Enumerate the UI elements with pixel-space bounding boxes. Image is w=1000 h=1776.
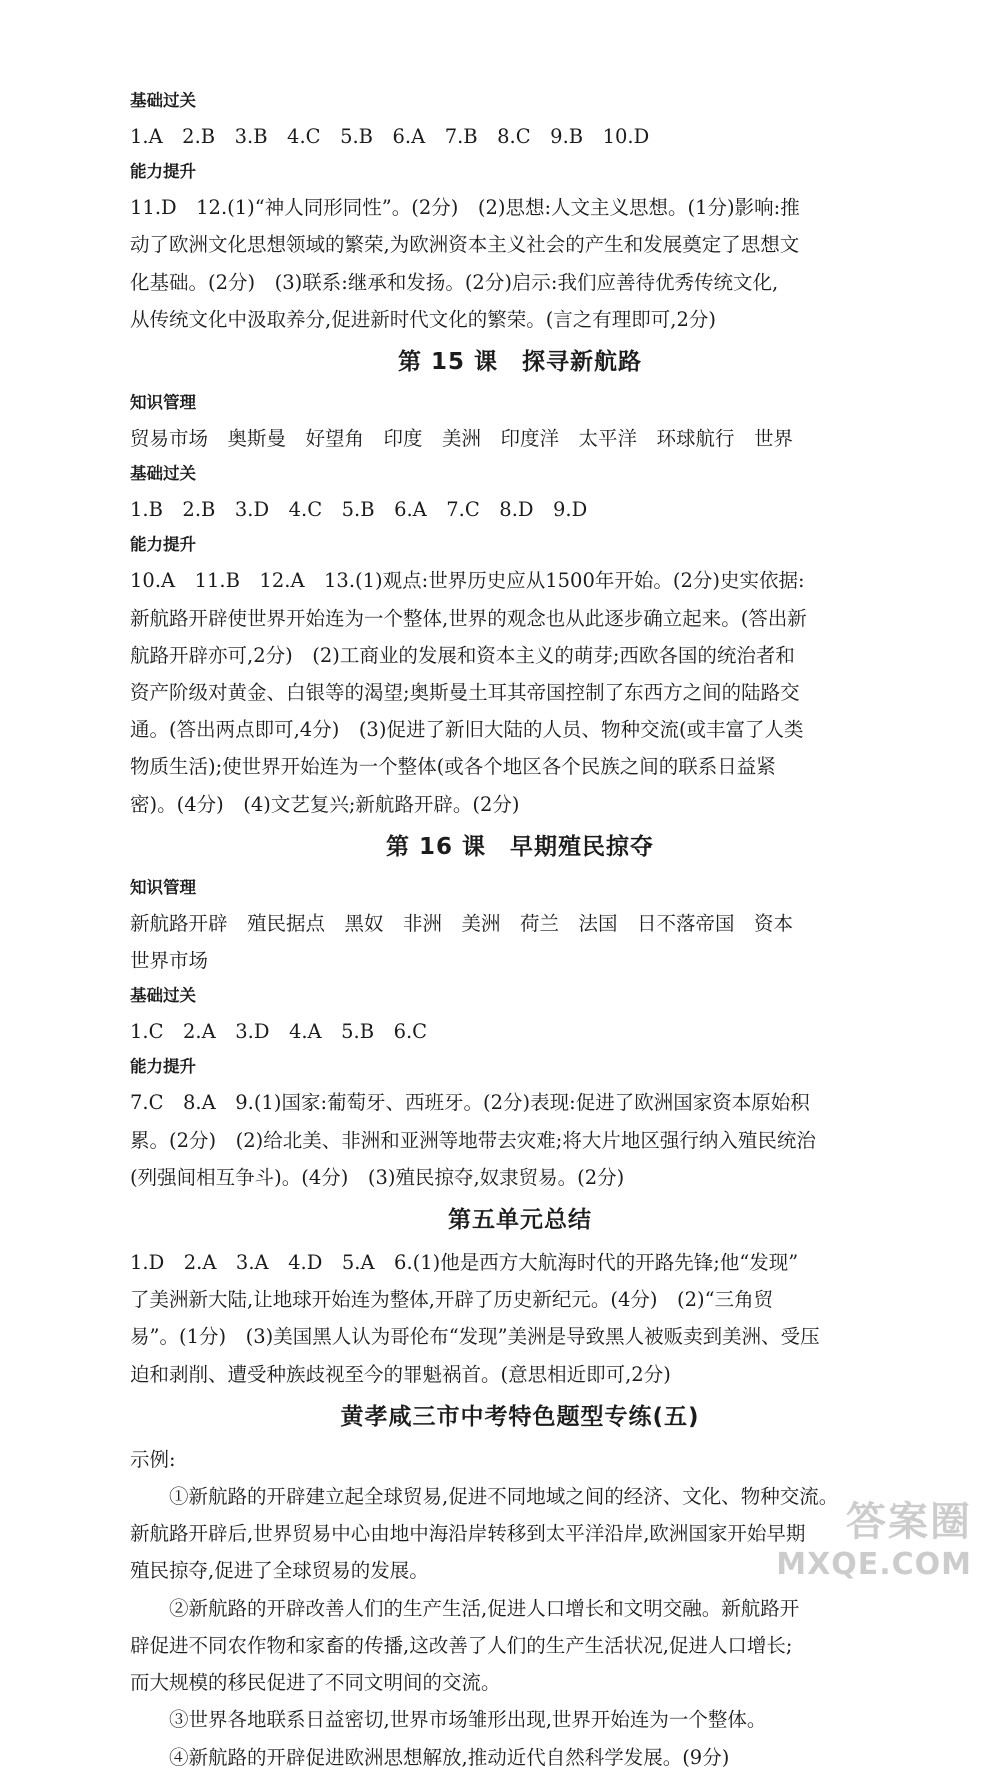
answer-line: 物质生活);使世界开始连为一个整体(或各个地区各个民族之间的联系日益紧 xyxy=(130,755,776,779)
section-header: 能力提升 xyxy=(130,1057,196,1077)
answer-line: 1.D 2.A 3.A 4.D 5.A 6.(1)他是西方大航海时代的开路先锋;他“发现” xyxy=(130,1251,799,1275)
answer-line: ④新航路的开辟促进欧洲思想解放,推动近代自然科学发展。(9分) xyxy=(169,1745,730,1769)
answer-line: 殖民掠夺,促进了全球贸易的发展。 xyxy=(130,1559,429,1583)
answer-line: 11.D 12.(1)“神人同形同性”。(2分) (2)思想:人文主义思想。(1分)影响:推 xyxy=(130,196,800,220)
answer-line: ①新航路的开辟建立起全球贸易,促进不同地域之间的经济、文化、物种交流。 xyxy=(169,1485,839,1509)
section-header: 能力提升 xyxy=(130,535,196,555)
answer-line: 贸易市场 奥斯曼 好望角 印度 美洲 印度洋 太平洋 环球航行 世界 xyxy=(130,427,794,451)
answer-line: 动了欧洲文化思想领域的繁荣,为欧洲资本主义社会的产生和发展奠定了思想文 xyxy=(130,233,800,257)
section-header: 能力提升 xyxy=(130,162,196,182)
answer-line: 7.C 8.A 9.(1)国家:葡萄牙、西班牙。(2分)表现:促进了欧洲国家资本原始积 xyxy=(130,1091,810,1115)
answer-line: ③世界各地联系日益密切,世界市场雏形出现,世界开始连为一个整体。 xyxy=(169,1708,767,1732)
example-label: 示例: xyxy=(130,1447,176,1471)
answer-line: 新航路开辟后,世界贸易中心由地中海沿岸转移到太平洋沿岸,欧洲国家开始早期 xyxy=(130,1522,806,1546)
section-header: 基础过关 xyxy=(130,91,196,110)
answer-line: 1.A 2.B 3.B 4.C 5.B 6.A 7.B 8.C 9.B 10.D xyxy=(130,125,650,148)
answer-line: 1.B 2.B 3.D 4.C 5.B 6.A 7.C 8.D 9.D xyxy=(130,498,588,522)
section-header: 知识管理 xyxy=(130,877,196,897)
answer-line: 而大规模的移民促进了不同文明间的交流。 xyxy=(130,1671,501,1695)
special-title: 黄孝咸三市中考特色题型专练(五) xyxy=(340,1403,700,1430)
answer-line: 通。(答出两点即可,4分) (3)促进了新旧大陆的人员、物种交流(或丰富了人类 xyxy=(130,718,804,742)
watermark-text: 答案圈 xyxy=(846,1499,972,1545)
answer-line: 新航路开辟 殖民据点 黑奴 非洲 美洲 荷兰 法国 日不落帝国 资本 xyxy=(130,911,794,935)
lesson-title: 第 16 课 早期殖民掠夺 xyxy=(385,833,655,860)
answer-line: 辟促进不同农作物和家畜的传播,这改善了人们的生产生活状况,促进人口增长; xyxy=(130,1633,793,1657)
section-header: 知识管理 xyxy=(130,393,196,413)
answer-line: 累。(2分) (2)给北美、非洲和亚洲等地带去灾难;将大片地区强行纳入殖民统治 xyxy=(130,1128,816,1152)
lesson-title: 第 15 课 探寻新航路 xyxy=(397,349,643,376)
answer-line: 易”。(1分) (3)美国黑人认为哥伦布“发现”美洲是导致黑人被贩卖到美洲、受压 xyxy=(130,1325,820,1349)
answer-line: 迫和剥削、遭受种族歧视至今的罪魁祸首。(意思相近即可,2分) xyxy=(130,1362,671,1386)
answer-line: 化基础。(2分) (3)联系:继承和发扬。(2分)启示:我们应善待优秀传统文化, xyxy=(130,270,779,294)
watermark-logo xyxy=(776,1490,972,1582)
answer-line: 10.A 11.B 12.A 13.(1)观点:世界历史应从1500年开始。(2分)史实依据: xyxy=(130,569,805,593)
answer-line: 1.C 2.A 3.D 4.A 5.B 6.C xyxy=(130,1020,428,1044)
answer-line: 航路开辟亦可,2分) (2)工商业的发展和资本主义的萌芽;西欧各国的统治者和 xyxy=(130,643,795,667)
answer-line: (列强间相互争斗)。(4分) (3)殖民掠夺,奴隶贸易。(2分) xyxy=(130,1165,625,1189)
unit-title: 第五单元总结 xyxy=(448,1207,592,1234)
answer-line: ②新航路的开辟改善人们的生产生活,促进人口增长和文明交融。新航路开 xyxy=(169,1596,800,1620)
watermark-url: MXQE.COM xyxy=(776,1547,972,1582)
answer-line: 世界市场 xyxy=(130,949,209,973)
answer-line: 密)。(4分) (4)文艺复兴;新航路开辟。(2分) xyxy=(130,792,520,816)
answer-line: 新航路开辟使世界开始连为一个整体,世界的观念也从此逐步确立起来。(答出新 xyxy=(130,606,807,630)
section-header: 基础过关 xyxy=(130,464,196,484)
answer-line: 了美洲新大陆,让地球开始连为整体,开辟了历史新纪元。(4分) (2)“三角贸 xyxy=(130,1288,774,1312)
answer-line: 从传统文化中汲取养分,促进新时代文化的繁荣。(言之有理即可,2分) xyxy=(130,307,717,331)
answer-line: 资产阶级对黄金、白银等的渴望;奥斯曼土耳其帝国控制了东西方之间的陆路交 xyxy=(130,681,800,705)
section-header: 基础过关 xyxy=(130,986,196,1006)
